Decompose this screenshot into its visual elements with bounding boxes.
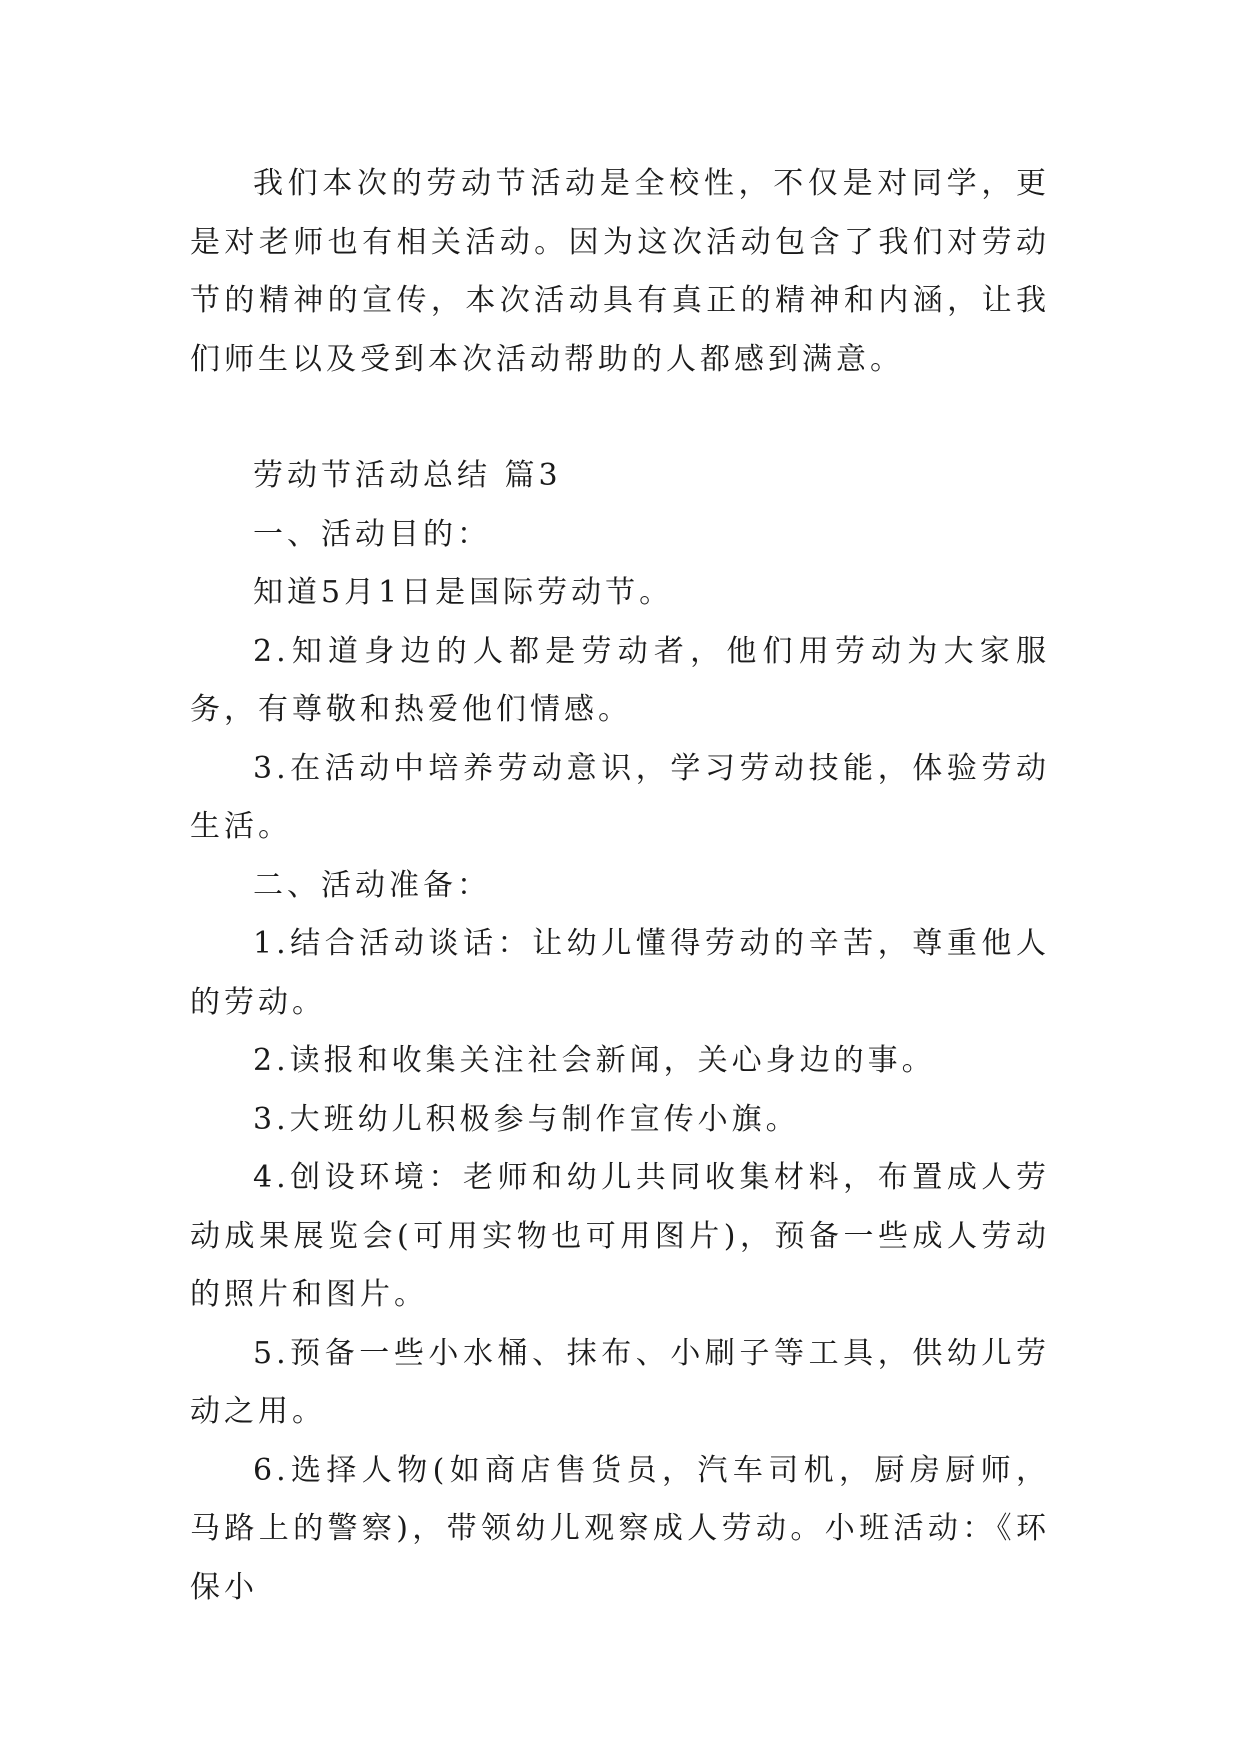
body-paragraph: 知道5月1日是国际劳动节。 xyxy=(253,575,674,610)
paragraph-gap xyxy=(190,389,1050,447)
body-paragraph: 5.预备一些小水桶、抹布、小刷子等工具，供幼儿劳动之用。 xyxy=(190,1335,1050,1429)
body-paragraph: 1.结合活动谈话：让幼儿懂得劳动的辛苦，尊重他人的劳动。 xyxy=(190,926,1050,1020)
section-title: 劳动节活动总结 篇3 xyxy=(253,458,562,493)
body-paragraph: 4.创设环境：老师和幼儿共同收集材料，布置成人劳动成果展览会(可用实物也可用图片)，预备一些成人劳动的照片和图片。 xyxy=(190,1160,1050,1312)
body-paragraph: 2.知道身边的人都是劳动者，他们用劳动为大家服务，有尊敬和热爱他们情感。 xyxy=(190,633,1050,727)
body-paragraph: 6.选择人物(如商店售货员，汽车司机，厨房厨师，马路上的警察)，带领幼儿观察成人劳动。小班活动：《环保小 xyxy=(190,1452,1050,1605)
body-paragraph: 二、活动准备： xyxy=(253,867,491,903)
body-paragraph: 我们本次的劳动节活动是全校性，不仅是对同学，更是对老师也有相关活动。因为这次活动包含了我们对劳动节的精神的宣传，本次活动具有真正的精神和内涵，让我们师生以及受到本次活动帮助的人都感到满意。 xyxy=(190,166,1050,377)
body-paragraph: 3.在活动中培养劳动意识，学习劳动技能，体验劳动生活。 xyxy=(190,750,1050,844)
body-paragraph: 3.大班幼儿积极参与制作宣传小旗。 xyxy=(253,1101,800,1137)
body-paragraph: 2.读报和收集关注社会新闻，关心身边的事。 xyxy=(253,1043,936,1078)
document-body xyxy=(190,155,1050,1617)
body-paragraph: 一、活动目的： xyxy=(253,516,491,552)
